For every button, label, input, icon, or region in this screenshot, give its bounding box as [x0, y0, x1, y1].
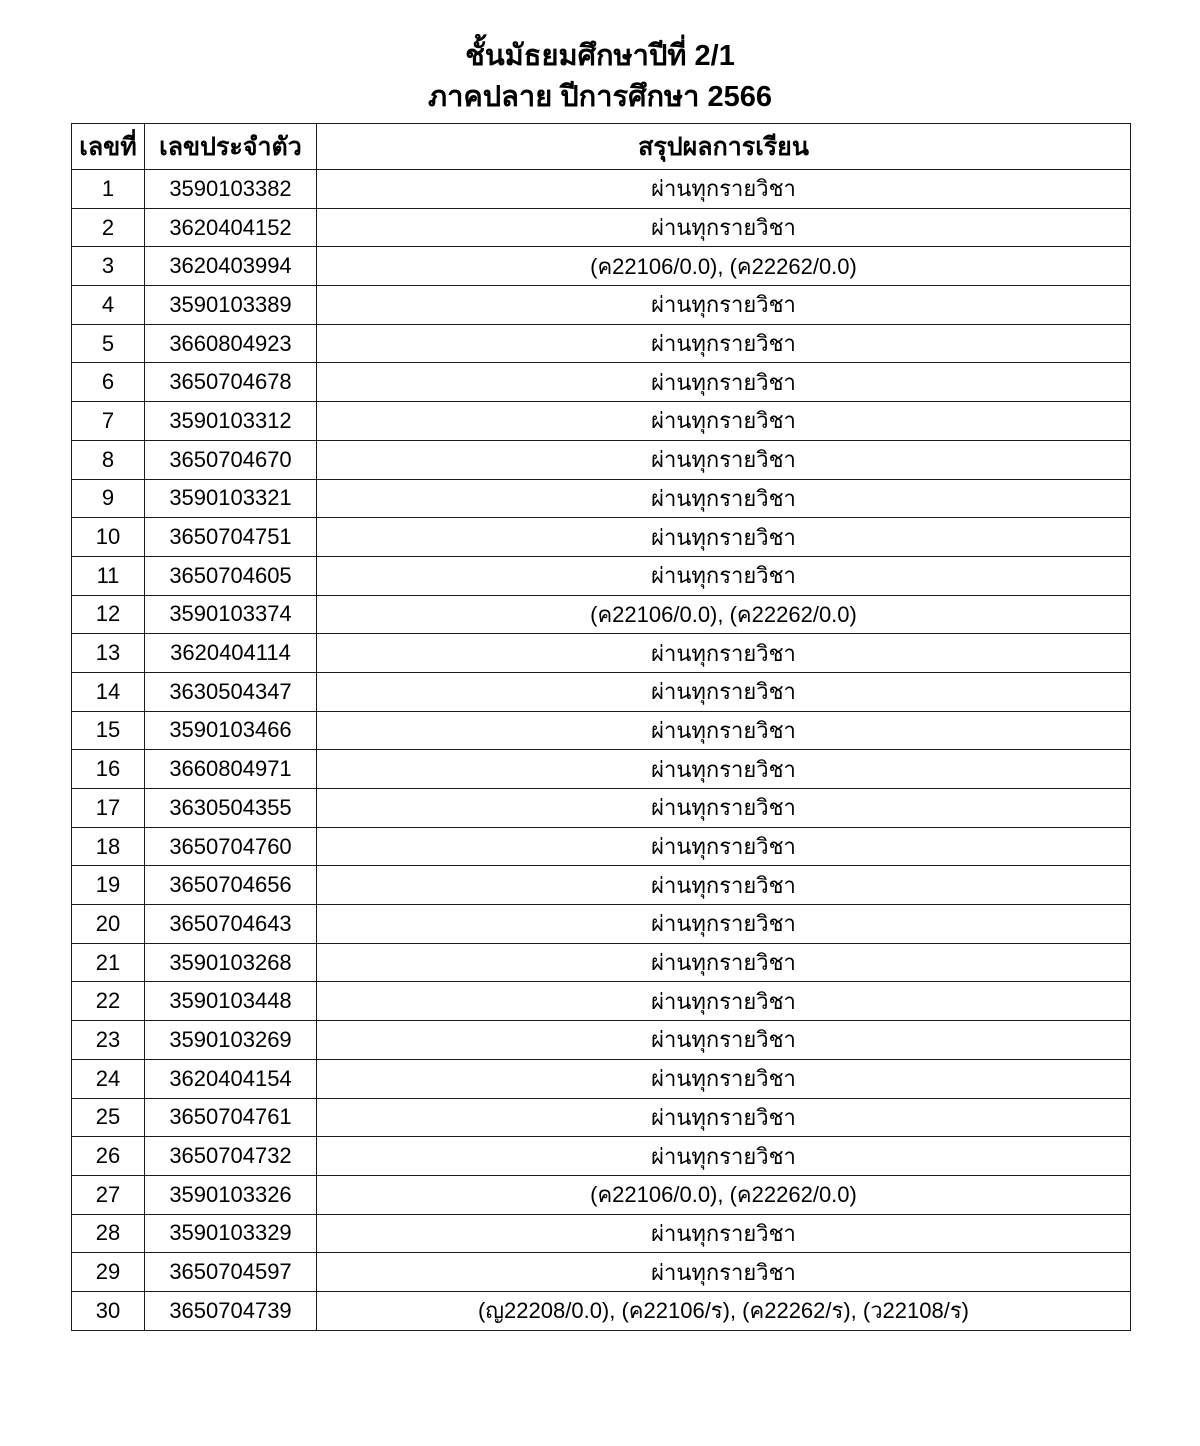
result-summary: (ญ22208/0.0), (ค22106/ร), (ค22262/ร), (ว22108/ร) — [317, 1291, 1131, 1330]
result-summary: ผ่านทุกรายวิชา — [317, 1137, 1131, 1176]
table-row — [72, 170, 1131, 209]
row-number: 20 — [72, 905, 145, 944]
row-number: 9 — [72, 479, 145, 518]
table-row — [72, 1291, 1131, 1330]
results-table — [71, 123, 1131, 1331]
table-row — [72, 286, 1131, 325]
result-summary: ผ่านทุกรายวิชา — [317, 1021, 1131, 1060]
result-summary: ผ่านทุกรายวิชา — [317, 866, 1131, 905]
table-row — [72, 247, 1131, 286]
row-number: 14 — [72, 672, 145, 711]
result-summary: ผ่านทุกรายวิชา — [317, 1214, 1131, 1253]
table-row — [72, 943, 1131, 982]
student-id: 3630504347 — [145, 672, 317, 711]
student-id: 3590103374 — [145, 595, 317, 634]
student-id: 3620403994 — [145, 247, 317, 286]
result-summary: ผ่านทุกรายวิชา — [317, 711, 1131, 750]
table-row — [72, 905, 1131, 944]
table-row — [72, 711, 1131, 750]
result-summary: (ค22106/0.0), (ค22262/0.0) — [317, 247, 1131, 286]
row-number: 1 — [72, 170, 145, 209]
row-number: 2 — [72, 208, 145, 247]
student-id: 3590103448 — [145, 982, 317, 1021]
row-number: 5 — [72, 324, 145, 363]
table-row — [72, 672, 1131, 711]
result-summary: ผ่านทุกรายวิชา — [317, 905, 1131, 944]
row-number: 10 — [72, 518, 145, 557]
result-summary: ผ่านทุกรายวิชา — [317, 518, 1131, 557]
row-number: 24 — [72, 1059, 145, 1098]
table-row — [72, 1137, 1131, 1176]
row-number: 30 — [72, 1291, 145, 1330]
student-id: 3590103382 — [145, 170, 317, 209]
row-number: 28 — [72, 1214, 145, 1253]
student-id: 3660804923 — [145, 324, 317, 363]
table-row — [72, 324, 1131, 363]
student-id: 3650704739 — [145, 1291, 317, 1330]
student-id: 3590103389 — [145, 286, 317, 325]
student-id: 3590103269 — [145, 1021, 317, 1060]
table-row — [72, 982, 1131, 1021]
row-number: 29 — [72, 1253, 145, 1292]
student-id: 3620404152 — [145, 208, 317, 247]
result-summary: ผ่านทุกรายวิชา — [317, 1253, 1131, 1292]
result-summary: ผ่านทุกรายวิชา — [317, 789, 1131, 828]
result-summary: ผ่านทุกรายวิชา — [317, 440, 1131, 479]
result-summary: ผ่านทุกรายวิชา — [317, 170, 1131, 209]
table-row — [72, 866, 1131, 905]
table-row — [72, 1214, 1131, 1253]
row-number: 15 — [72, 711, 145, 750]
student-id: 3650704643 — [145, 905, 317, 944]
row-number: 4 — [72, 286, 145, 325]
result-summary: ผ่านทุกรายวิชา — [317, 556, 1131, 595]
row-number: 3 — [72, 247, 145, 286]
result-summary: ผ่านทุกรายวิชา — [317, 982, 1131, 1021]
result-summary: (ค22106/0.0), (ค22262/0.0) — [317, 595, 1131, 634]
student-id: 3650704678 — [145, 363, 317, 402]
result-summary: ผ่านทุกรายวิชา — [317, 402, 1131, 441]
row-number: 27 — [72, 1175, 145, 1214]
result-summary: ผ่านทุกรายวิชา — [317, 479, 1131, 518]
table-row — [72, 1253, 1131, 1292]
table-row — [72, 595, 1131, 634]
student-id: 3590103466 — [145, 711, 317, 750]
table-row — [72, 789, 1131, 828]
table-row — [72, 402, 1131, 441]
row-number: 12 — [72, 595, 145, 634]
table-row — [72, 1059, 1131, 1098]
result-summary: ผ่านทุกรายวิชา — [317, 208, 1131, 247]
student-id: 3650704605 — [145, 556, 317, 595]
header-row — [72, 124, 1131, 170]
student-id: 3590103312 — [145, 402, 317, 441]
result-summary: ผ่านทุกรายวิชา — [317, 672, 1131, 711]
result-summary: ผ่านทุกรายวิชา — [317, 324, 1131, 363]
student-id: 3590103329 — [145, 1214, 317, 1253]
table-row — [72, 634, 1131, 673]
row-number: 18 — [72, 827, 145, 866]
header-student-id: เลขประจำตัว — [145, 124, 317, 170]
student-id: 3620404114 — [145, 634, 317, 673]
student-id: 3650704732 — [145, 1137, 317, 1176]
page-subtitle: ภาคปลาย ปีการศึกษา 2566 — [427, 81, 773, 113]
table-row — [72, 827, 1131, 866]
result-summary: ผ่านทุกรายวิชา — [317, 1098, 1131, 1137]
row-number: 21 — [72, 943, 145, 982]
student-id: 3660804971 — [145, 750, 317, 789]
student-id: 3650704597 — [145, 1253, 317, 1292]
result-summary: (ค22106/0.0), (ค22262/0.0) — [317, 1175, 1131, 1214]
student-id: 3620404154 — [145, 1059, 317, 1098]
row-number: 6 — [72, 363, 145, 402]
result-summary: ผ่านทุกรายวิชา — [317, 943, 1131, 982]
results-table-body — [72, 170, 1131, 1331]
table-row — [72, 1098, 1131, 1137]
result-summary: ผ่านทุกรายวิชา — [317, 750, 1131, 789]
result-summary: ผ่านทุกรายวิชา — [317, 634, 1131, 673]
results-table-header — [72, 124, 1131, 170]
row-number: 7 — [72, 402, 145, 441]
page-title: ชั้นมัธยมศึกษาปีที่ 2/1 — [465, 40, 735, 72]
result-summary: ผ่านทุกรายวิชา — [317, 363, 1131, 402]
row-number: 19 — [72, 866, 145, 905]
row-number: 11 — [72, 556, 145, 595]
student-id: 3650704656 — [145, 866, 317, 905]
student-id: 3590103326 — [145, 1175, 317, 1214]
table-row — [72, 750, 1131, 789]
table-row — [72, 440, 1131, 479]
header-number: เลขที่ — [72, 124, 145, 170]
student-id: 3650704751 — [145, 518, 317, 557]
student-id: 3650704760 — [145, 827, 317, 866]
result-summary: ผ่านทุกรายวิชา — [317, 827, 1131, 866]
table-row — [72, 1021, 1131, 1060]
table-row — [72, 1175, 1131, 1214]
table-row — [72, 479, 1131, 518]
row-number: 26 — [72, 1137, 145, 1176]
row-number: 17 — [72, 789, 145, 828]
result-summary: ผ่านทุกรายวิชา — [317, 1059, 1131, 1098]
table-row — [72, 556, 1131, 595]
row-number: 16 — [72, 750, 145, 789]
student-id: 3630504355 — [145, 789, 317, 828]
table-row — [72, 363, 1131, 402]
row-number: 8 — [72, 440, 145, 479]
result-summary: ผ่านทุกรายวิชา — [317, 286, 1131, 325]
table-row — [72, 518, 1131, 557]
row-number: 25 — [72, 1098, 145, 1137]
student-id: 3590103268 — [145, 943, 317, 982]
header-result-summary: สรุปผลการเรียน — [317, 124, 1131, 170]
student-id: 3650704761 — [145, 1098, 317, 1137]
row-number: 22 — [72, 982, 145, 1021]
row-number: 13 — [72, 634, 145, 673]
row-number: 23 — [72, 1021, 145, 1060]
student-id: 3590103321 — [145, 479, 317, 518]
table-row — [72, 208, 1131, 247]
student-id: 3650704670 — [145, 440, 317, 479]
